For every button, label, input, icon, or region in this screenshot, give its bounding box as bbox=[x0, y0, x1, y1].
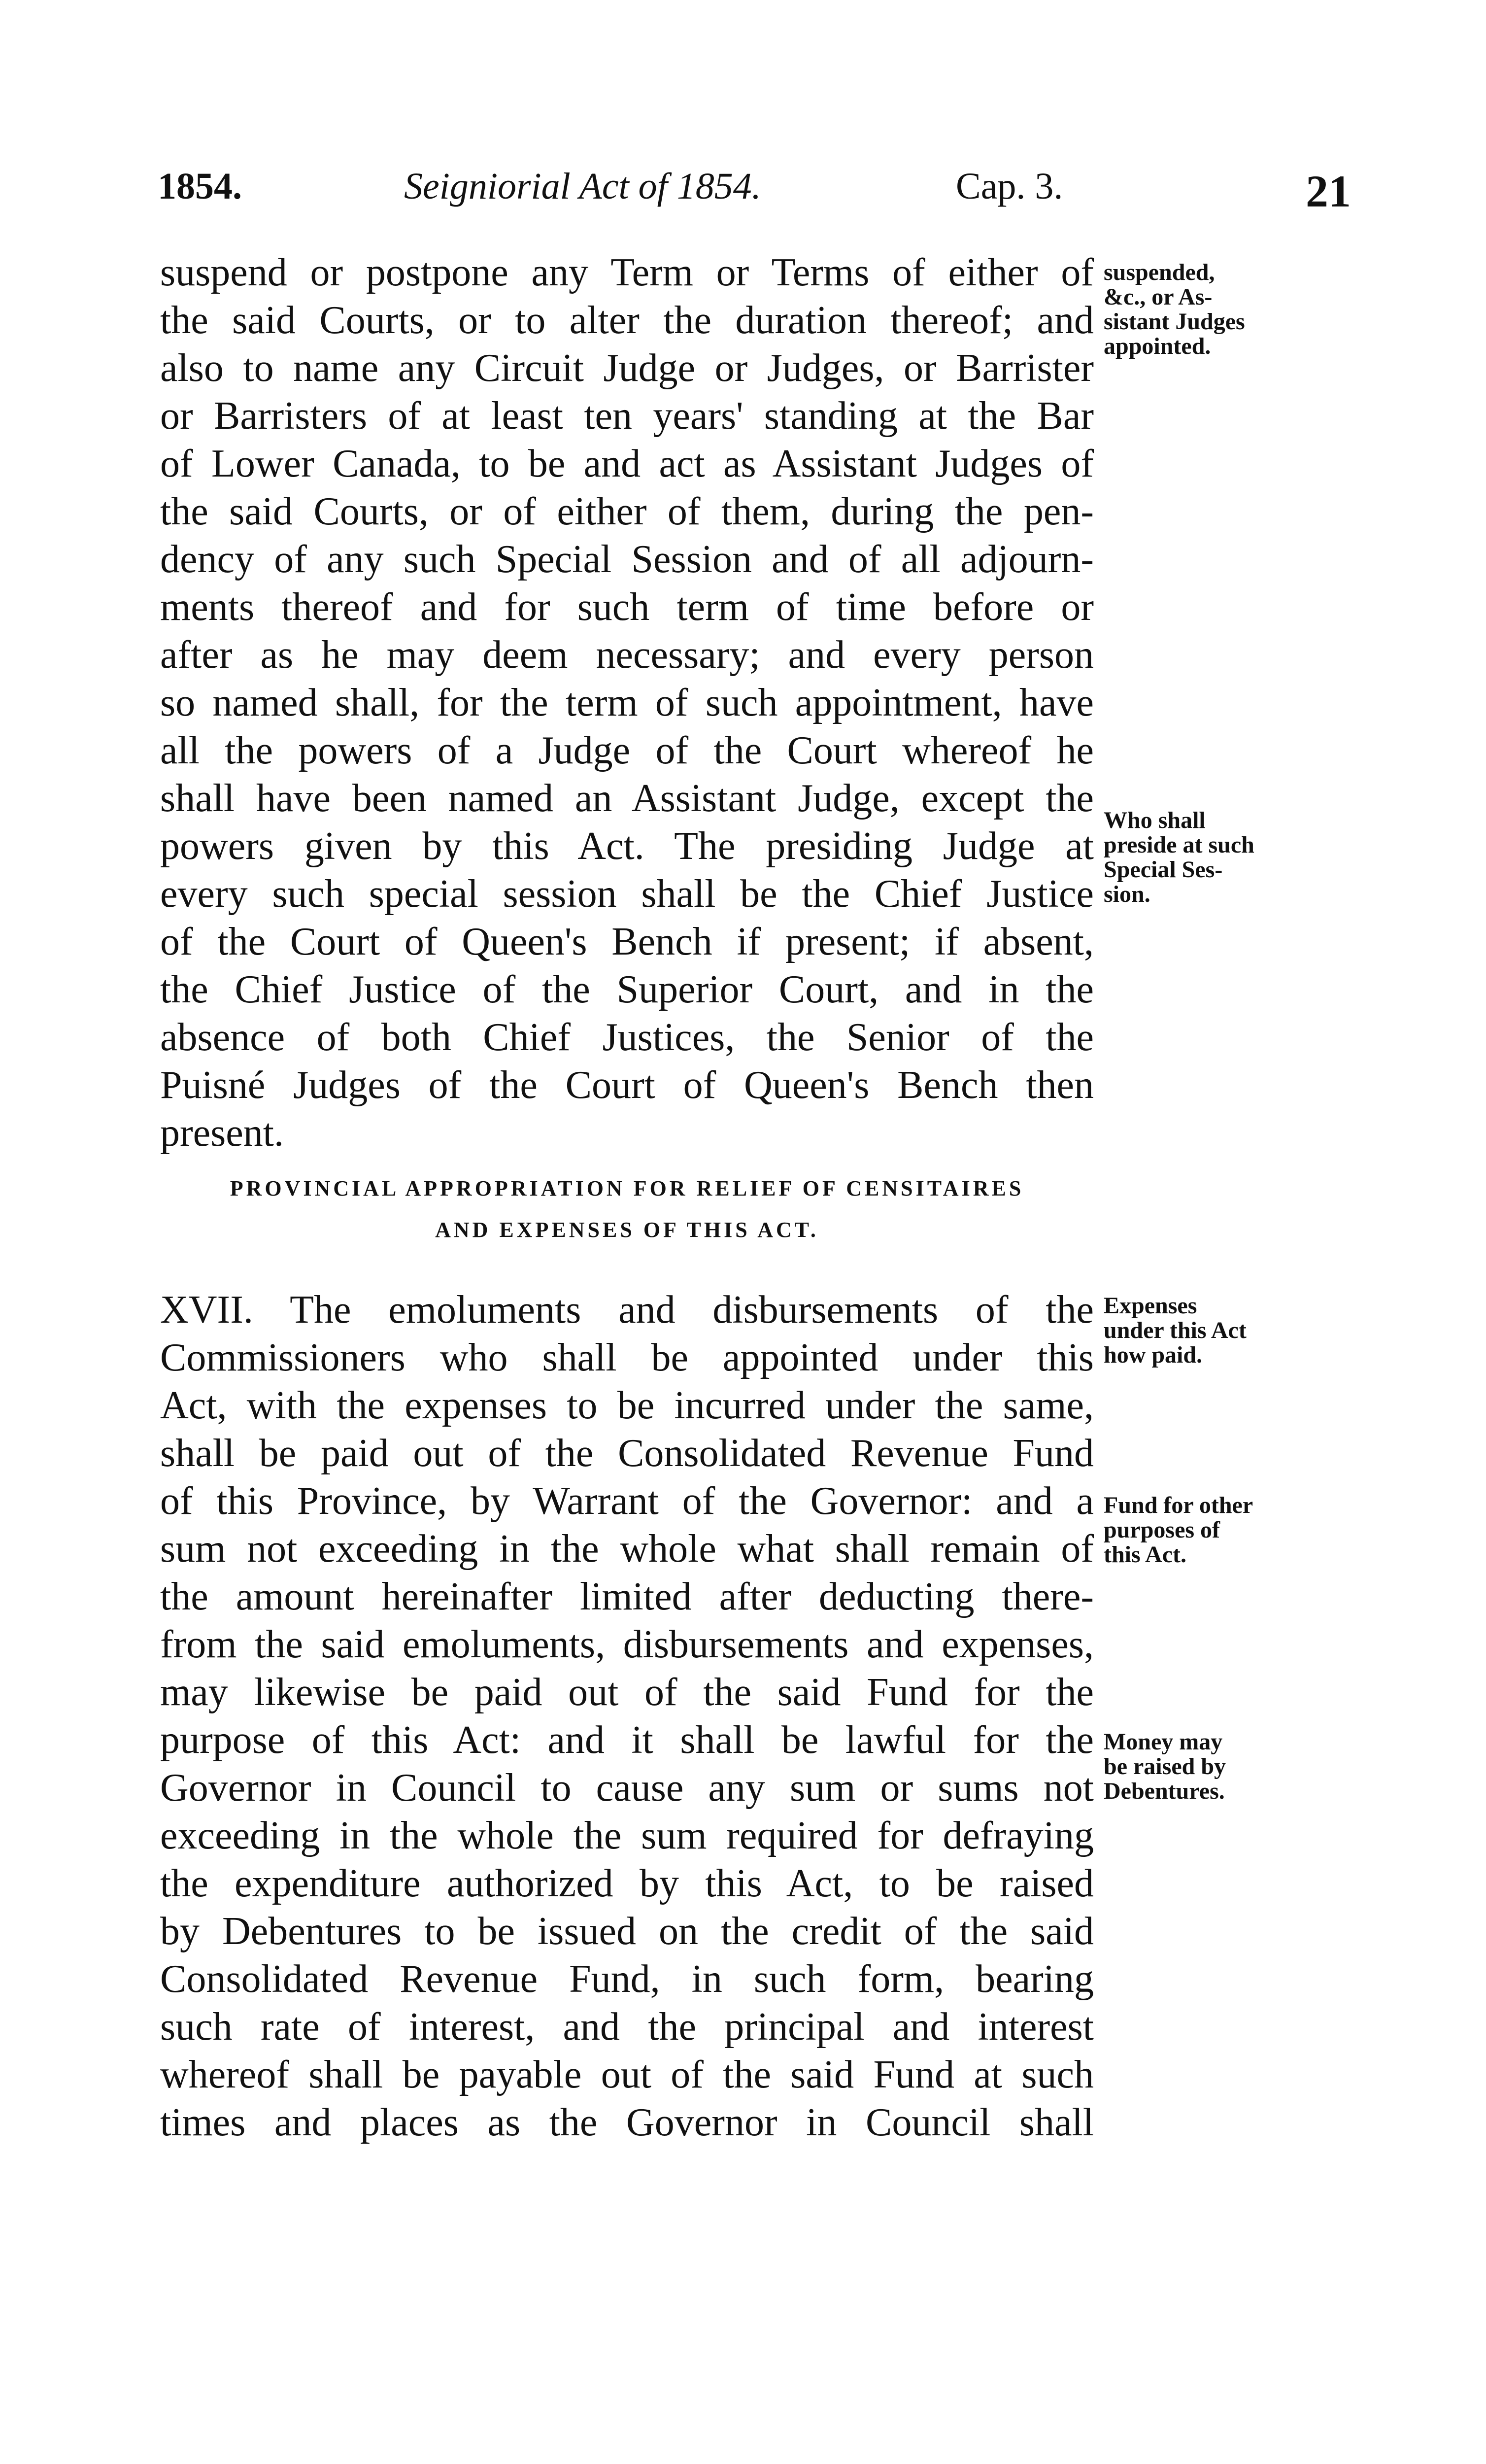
text-line: or Barristers of at least ten years' standing at the Bar bbox=[160, 394, 1094, 438]
page-number: 21 bbox=[1306, 166, 1351, 216]
margin-note-line: this Act. bbox=[1104, 1541, 1186, 1568]
margin-note-line: Expenses bbox=[1104, 1293, 1197, 1319]
margin-note-line: appointed. bbox=[1104, 333, 1211, 359]
margin-note-line: &c., or As- bbox=[1104, 284, 1213, 310]
text-line: Consolidated Revenue Fund, in such form, bearing bbox=[160, 1957, 1094, 2001]
body-text-section-1 bbox=[160, 249, 1094, 1157]
text-line: also to name any Circuit Judge or Judges, or Barrister bbox=[160, 346, 1094, 390]
text-line: every such special session shall be the Chief Justice bbox=[160, 872, 1094, 916]
text-line: exceeding in the whole the sum required for defraying bbox=[160, 1814, 1094, 1857]
margin-note-fund bbox=[1104, 1493, 1335, 1567]
margin-note-line: Debentures. bbox=[1104, 1778, 1225, 1804]
margin-note-line: Special Ses- bbox=[1104, 856, 1223, 883]
margin-note-line: suspended, bbox=[1104, 259, 1215, 285]
text-line: so named shall, for the term of such appointment, have bbox=[160, 681, 1094, 724]
text-line: the expenditure authorized by this Act, to be raised bbox=[160, 1862, 1094, 1905]
text-line: times and places as the Governor in Council shall bbox=[160, 2101, 1094, 2144]
margin-note-line: under this Act bbox=[1104, 1317, 1247, 1343]
text-line: of the Court of Queen's Bench if present; if absent, bbox=[160, 920, 1094, 963]
section-heading-line: PROVINCIAL APPROPRIATION FOR RELIEF OF CENSITAIRES bbox=[230, 1176, 1024, 1200]
text-line: the said Courts, or to alter the duration thereof; and bbox=[160, 299, 1094, 342]
text-line: after as he may deem necessary; and every person bbox=[160, 633, 1094, 677]
margin-note-line: purposes of bbox=[1104, 1517, 1220, 1543]
margin-note-line: be raised by bbox=[1104, 1753, 1226, 1780]
margin-note-line: how paid. bbox=[1104, 1342, 1203, 1368]
margin-note-assistant-judges bbox=[1104, 260, 1335, 359]
header-year: 1854. bbox=[158, 166, 242, 207]
body-text-section-2 bbox=[160, 1286, 1094, 2147]
text-line: suspend or postpone any Term or Terms of either of bbox=[160, 251, 1094, 294]
text-line: Commissioners who shall be appointed under this bbox=[160, 1336, 1094, 1379]
margin-note-line: Fund for other bbox=[1104, 1492, 1253, 1518]
margin-note-line: sistant Judges bbox=[1104, 308, 1245, 335]
section-heading bbox=[160, 1168, 1094, 1251]
text-line: shall have been named an Assistant Judge, except the bbox=[160, 777, 1094, 820]
text-line: the Chief Justice of the Superior Court, and in the bbox=[160, 968, 1094, 1011]
text-line: XVII. The emoluments and disbursements of the bbox=[160, 1288, 1094, 1332]
text-line: Puisné Judges of the Court of Queen's Bench then bbox=[160, 1063, 1094, 1107]
text-line: may likewise be paid out of the said Fund for the bbox=[160, 1671, 1094, 1714]
text-line: the said Courts, or of either of them, during the pen- bbox=[160, 490, 1094, 533]
margin-note-line: sion. bbox=[1104, 881, 1150, 907]
margin-note-presiding-judge bbox=[1104, 808, 1335, 907]
running-header bbox=[158, 165, 1351, 219]
text-line: whereof shall be payable out of the said Fund at such bbox=[160, 2053, 1094, 2096]
text-line: dency of any such Special Session and of all adjourn- bbox=[160, 538, 1094, 581]
text-line: sum not exceeding in the whole what shall remain of bbox=[160, 1527, 1094, 1571]
text-line: of Lower Canada, to be and act as Assistant Judges of bbox=[160, 442, 1094, 485]
text-line: all the powers of a Judge of the Court whereof he bbox=[160, 729, 1094, 772]
text-line: powers given by this Act. The presiding Judge at bbox=[160, 824, 1094, 868]
text-line: absence of both Chief Justices, the Senior of the bbox=[160, 1016, 1094, 1059]
margin-note-line: Money may bbox=[1104, 1729, 1223, 1755]
text-line: ments thereof and for such term of time before or bbox=[160, 585, 1094, 629]
margin-note-debentures bbox=[1104, 1730, 1335, 1804]
text-line: shall be paid out of the Consolidated Revenue Fund bbox=[160, 1432, 1094, 1475]
section-heading-line: AND EXPENSES OF THIS ACT. bbox=[435, 1218, 819, 1242]
margin-note-line: Who shall bbox=[1104, 807, 1206, 833]
text-line: the amount hereinafter limited after deducting there- bbox=[160, 1575, 1094, 1618]
header-title: Seigniorial Act of 1854. bbox=[404, 166, 761, 207]
text-line: Governor in Council to cause any sum or sums not bbox=[160, 1766, 1094, 1810]
header-chapter: Cap. 3. bbox=[956, 166, 1063, 207]
text-line: purpose of this Act: and it shall be lawful for the bbox=[160, 1718, 1094, 1762]
text-line: of this Province, by Warrant of the Governor: and a bbox=[160, 1479, 1094, 1523]
margin-note-expenses bbox=[1104, 1294, 1335, 1368]
text-line: such rate of interest, and the principal and interest bbox=[160, 2005, 1094, 2049]
margin-note-line: preside at such bbox=[1104, 832, 1254, 858]
text-line: by Debentures to be issued on the credit of the said bbox=[160, 1910, 1094, 1953]
text-line: Act, with the expenses to be incurred under the same, bbox=[160, 1384, 1094, 1427]
text-line: present. bbox=[160, 1111, 284, 1155]
text-line: from the said emoluments, disbursements and expenses, bbox=[160, 1623, 1094, 1666]
